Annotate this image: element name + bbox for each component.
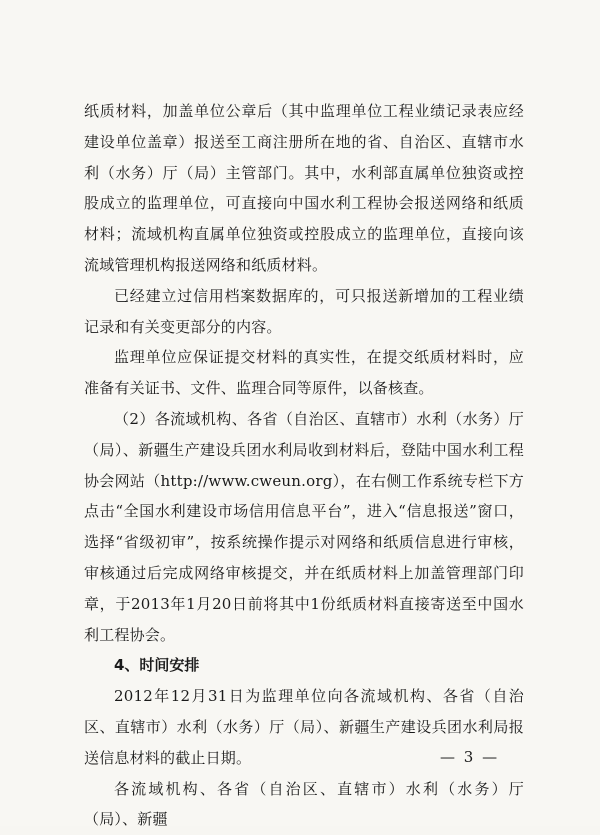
document-body [84,96,524,835]
paragraph-deadline: 2012年12月31日为监理单位向各流域机构、各省（自治区、直辖市）水利（水务）厅（局）、新疆生产建设兵团水利局报送信息材料的截止日期。 [84,687,524,767]
paragraph-continuation: 各流域机构、各省（自治区、直辖市）水利（水务）厅（局）、新疆 [84,779,524,829]
paragraph-authenticity: 监理单位应保证提交材料的真实性，在提交纸质材料时，应准备有关证书、文件、监理合同等原件，以备核查。 [84,348,524,398]
section-heading-schedule: 4、时间安排 [114,656,200,675]
paragraph-provincial-review: （2）各流域机构、各省（自治区、直辖市）水利（水务）厅（局）、新疆生产建设兵团水利局收到材料后，登陆中国水利工程协会网站（http://www.cweun.org），在右侧工作系统专栏下方点击“全国水利建设市场信用信息平台”，进入“信息报送”窗口，选择“省级初审”，按系统操作提示对网络和纸质信息进行审核，审核通过后完成网络审核提交，并在纸质材料上加盖管理部门印章，于2013年1月20日前将其中1份纸质材料直接寄送至中国水利工程协会。 [84,409,524,644]
paragraph-submission-materials: 纸质材料，加盖单位公章后（其中监理单位工程业绩记录表应经建设单位盖章）报送至工商注册所在地的省、自治区、直辖市水利（水务）厅（局）主管部门。其中，水利部直属单位独资或控股成立的监理单位，可直接向中国水利工程协会报送网络和纸质材料；流域机构直属单位独资或控股成立的监理单位，直接向该流域管理机构报送网络和纸质材料。 [84,102,524,274]
paragraph-existing-database: 已经建立过信用档案数据库的，可只报送新增加的工程业绩记录和有关变更部分的内容。 [84,286,524,336]
page-number: — 3 — [440,748,500,766]
